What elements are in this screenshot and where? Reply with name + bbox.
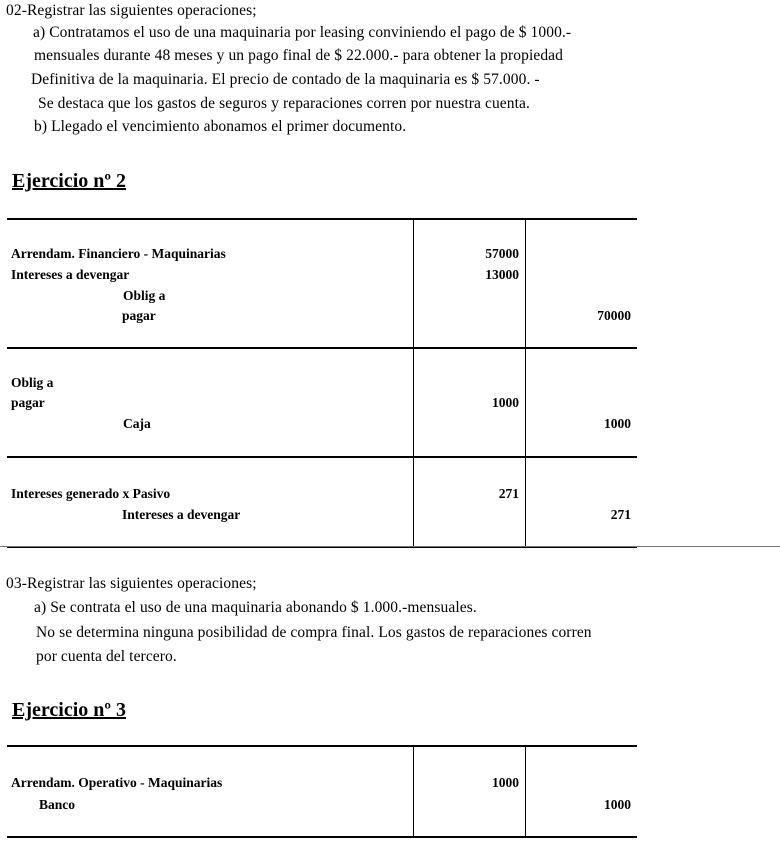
- journal-entry: [7, 220, 637, 349]
- haber-cell: [526, 220, 637, 347]
- section-02-line: mensuales durante 48 meses y un pago final de $ 22.000.- para obtener la propiedad: [34, 47, 564, 64]
- section-02-line: b) Llegado el vencimiento abonamos el primer documento.: [34, 118, 407, 135]
- debe-amount: 271: [498, 486, 519, 501]
- haber-amount: 271: [610, 507, 631, 522]
- debe-amount: 13000: [485, 267, 519, 282]
- account-cell: [7, 747, 414, 836]
- account-cell: [7, 458, 414, 546]
- haber-cell: [526, 349, 637, 456]
- journal-entry: [7, 747, 637, 838]
- debe-cell: [414, 747, 526, 836]
- account-debit: pagar: [11, 395, 45, 410]
- journal-table-ejercicio-3: [7, 745, 637, 838]
- haber-cell: [526, 747, 637, 836]
- account-debit: Arrendam. Operativo - Maquinarias: [11, 775, 223, 790]
- account-debit: Arrendam. Financiero - Maquinarias: [11, 246, 226, 261]
- section-02-line: Se destaca que los gastos de seguros y reparaciones corren por nuestra cuenta.: [38, 95, 530, 112]
- ejercicio-2-heading: Ejercicio nº 2: [12, 170, 126, 192]
- account-cell: [7, 220, 414, 347]
- section-03-line: a) Se contrata el uso de una maquinaria abonando $ 1.000.-mensuales.: [34, 599, 477, 616]
- section-03-title: 03-Registrar las siguientes operaciones;: [6, 575, 257, 592]
- journal-table-ejercicio-2: [7, 218, 637, 548]
- haber-amount: 1000: [604, 797, 631, 812]
- account-credit: Oblig a: [123, 288, 166, 303]
- debe-amount: 57000: [485, 246, 519, 261]
- account-debit: Intereses a devengar: [11, 267, 130, 282]
- journal-entry: [7, 458, 637, 548]
- haber-amount: 1000: [604, 416, 631, 431]
- debe-amount: 1000: [492, 775, 519, 790]
- account-credit: pagar: [122, 308, 156, 323]
- debe-cell: [414, 458, 526, 546]
- debe-cell: [414, 349, 526, 456]
- section-divider: [0, 546, 780, 547]
- debe-cell: [414, 220, 526, 347]
- account-cell: [7, 349, 414, 456]
- account-credit: Banco: [39, 797, 76, 812]
- section-02-title: 02-Registrar las siguientes operaciones;: [6, 2, 257, 19]
- section-03-line: por cuenta del tercero.: [36, 648, 177, 665]
- section-02-line: a) Contratamos el uso de una maquinaria por leasing conviniendo el pago de $ 1000.-: [33, 24, 572, 41]
- haber-amount: 70000: [597, 308, 631, 323]
- section-03-line: No se determina ninguna posibilidad de compra final. Los gastos de reparaciones corren: [36, 624, 592, 641]
- journal-entry: [7, 349, 637, 458]
- ejercicio-3-heading: Ejercicio nº 3: [12, 699, 126, 721]
- haber-cell: [526, 458, 637, 546]
- debe-amount: 1000: [492, 395, 519, 410]
- account-credit: Intereses a devengar: [122, 507, 241, 522]
- account-credit: Caja: [123, 416, 151, 431]
- account-debit: Intereses generado x Pasivo: [11, 486, 171, 501]
- section-02-line: Definitiva de la maquinaria. El precio de contado de la maquinaria es $ 57.000. -: [31, 71, 540, 88]
- account-debit: Oblig a: [11, 375, 54, 390]
